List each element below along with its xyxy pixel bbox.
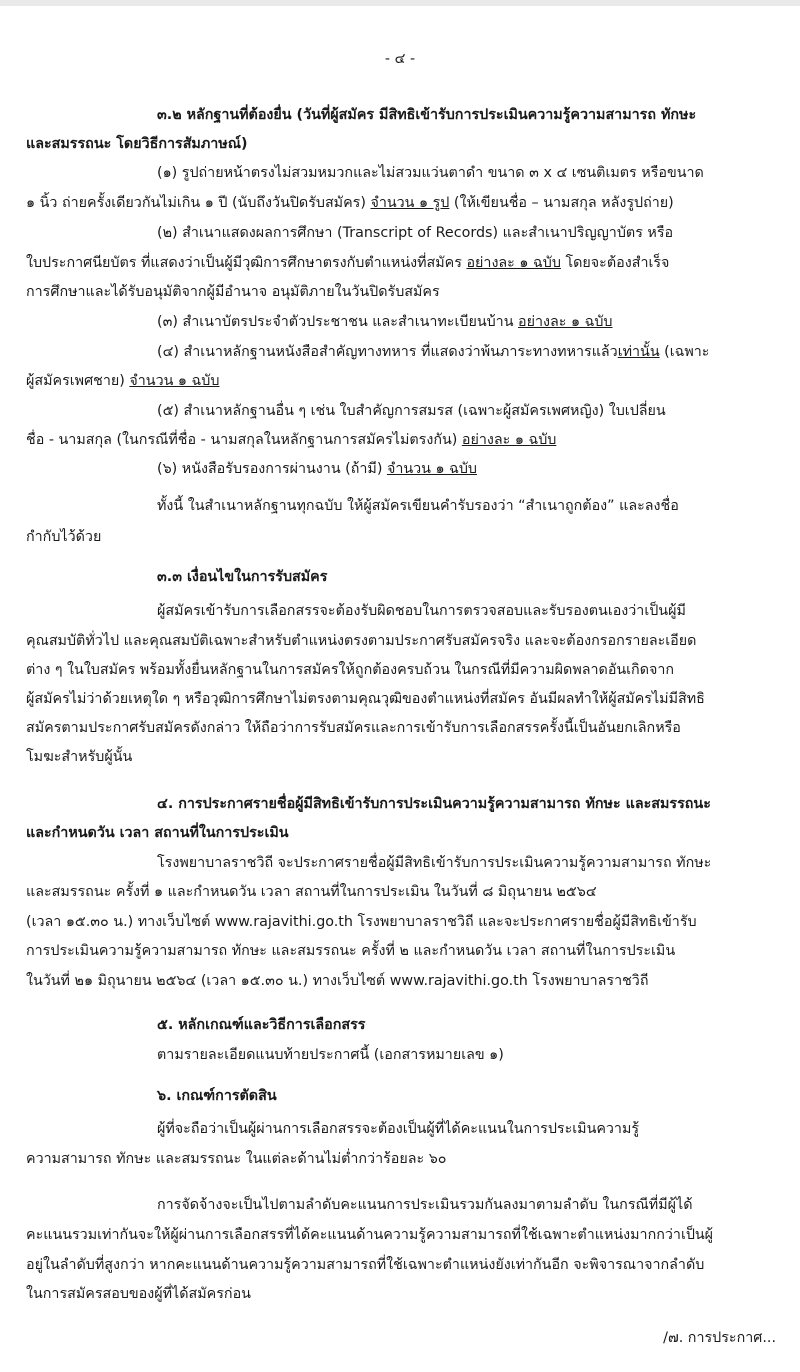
s33-line-4: ผู้สมัครไม่ว่าด้วยเหตุใด ๆ หรือวุฒิการศึกษาไม่ตรงตามคุณวุฒิของตำแหน่งที่สมัคร อันมีผลทำให้ผู้สมัครไม่มีสิทธิ <box>26 691 705 707</box>
section-6-title: ๖. เกณฑ์การตัดสิน <box>157 1088 277 1104</box>
s33-line-6: โมฆะสำหรับผู้นั้น <box>26 749 133 765</box>
note-line-2: กำกับไว้ด้วย <box>26 529 102 545</box>
s4-line-3: (เวลา ๑๕.๓๐ น.) ทางเว็บไซต์ www.rajavithi.go.th โรงพยาบาลราชวิถี และจะประกาศรายชื่อผู้มีสิทธิเข้ารับ <box>26 914 697 930</box>
s33-line-5: สมัครตามประกาศรับสมัครดังกล่าว ให้ถือว่าการรับสมัครและการเข้ารับการเลือกสรรครั้งนี้เป็นอันยกเลิกหรือ <box>26 720 681 736</box>
s33-line-2: คุณสมบัติทั่วไป และคุณสมบัติเฉพาะสำหรับตำแหน่งตรงตามประกาศรับสมัครจริง และจะต้องกรอกรายละเอียด <box>26 633 697 649</box>
s6-line-2: ความสามารถ ทักษะ และสมรรถนะ ในแต่ละด้านไม่ต่ำกว่าร้อยละ ๖๐ <box>26 1151 447 1167</box>
scan-edge <box>0 0 800 6</box>
s4-line-4: การประเมินความรู้ความสามารถ ทักษะ และสมรรถนะ ครั้งที่ ๒ และกำหนดวัน เวลา สถานที่ในการประเมิน <box>26 943 676 959</box>
s33-line-3: ต่าง ๆ ในใบสมัคร พร้อมทั้งยื่นหลักฐานในการสมัครให้ถูกต้องครบถ้วน ในกรณีที่มีความผิดพลาดอันเกิดจาก <box>26 662 675 678</box>
s6-para2-line-3: อยู่ในลำดับที่สูงกว่า หากคะแนนด้านความรู้ความสามารถที่ใช้เฉพาะตำแหน่งยังเท่ากันอีก จะพิจารณาจากลำดับ <box>26 1257 705 1273</box>
s33-line-1: ผู้สมัครเข้ารับการเลือกสรรจะต้องรับผิดชอบในการตรวจสอบและรับรองตนเองว่าเป็นผู้มี <box>157 603 686 619</box>
item-1-line-2: ๑ นิ้ว ถ่ายครั้งเดียวกันไม่เกิน ๑ ปี (นับถึงวันปิดรับสมัคร) จำนวน ๑ รูป (ให้เขียนชื่อ – นามสกุล หลังรูปถ่าย) <box>26 195 674 211</box>
item-5-line-1: (๕) สำเนาหลักฐานอื่น ๆ เช่น ใบสำคัญการสมรส (เฉพาะผู้สมัครเพศหญิง) ใบเปลี่ยน <box>157 403 666 419</box>
s6-line-1: ผู้ที่จะถือว่าเป็นผู้ผ่านการเลือกสรรจะต้องเป็นผู้ที่ได้คะแนนในการประเมินความรู้ <box>157 1121 640 1137</box>
item-1-line-1: (๑) รูปถ่ายหน้าตรงไม่สวมหมวกและไม่สวมแว่นตาดำ ขนาด ๓ x ๔ เซนติเมตร หรือขนาด <box>157 165 704 181</box>
s5-line-1: ตามรายละเอียดแนบท้ายประกาศนี้ (เอกสารหมายเลข ๑) <box>157 1047 504 1063</box>
item-2-line-3: การศึกษาและได้รับอนุมัติจากผู้มีอำนาจ อนุมัติภายในวันปิดรับสมัคร <box>26 284 440 300</box>
item-6: (๖) หนังสือรับรองการผ่านงาน (ถ้ามี) จำนวน ๑ ฉบับ <box>157 461 477 477</box>
s4-line-2: และสมรรถนะ ครั้งที่ ๑ และกำหนดวัน เวลา สถานที่ในการประเมิน ในวันที่ ๘ มิถุนายน ๒๕๖๔ <box>26 884 597 900</box>
item-4-line-1: (๔) สำเนาหลักฐานหนังสือสำคัญทางทหาร ที่แสดงว่าพ้นภาระทางทหารแล้วเท่านั้น (เฉพาะ <box>157 344 710 360</box>
s4-line-1: โรงพยาบาลราชวิถี จะประกาศรายชื่อผู้มีสิทธิเข้ารับการประเมินความรู้ความสามารถ ทักษะ <box>157 855 712 871</box>
item-2-line-1: (๒) สำเนาแสดงผลการศึกษา (Transcript of Records) และสำเนาปริญญาบัตร หรือ <box>157 225 674 241</box>
item-2-line-2: ใบประกาศนียบัตร ที่แสดงว่าเป็นผู้มีวุฒิการศึกษาตรงกับตำแหน่งที่สมัคร อย่างละ ๑ ฉบับ โดยจะต้องสำเร็จ <box>26 255 670 271</box>
section-3-2-title-cont: และสมรรถนะ โดยวิธีการสัมภาษณ์) <box>26 136 248 152</box>
s6-para2-line-2: คะแนนรวมเท่ากันจะให้ผู้ผ่านการเลือกสรรที่ได้คะแนนด้านความรู้ความสามารถที่ใช้เฉพาะตำแหน่งมากกว่าเป็นผู้ <box>26 1227 714 1243</box>
section-3-3-title: ๓.๓ เงื่อนไขในการรับสมัคร <box>157 569 328 585</box>
s6-para2-line-4: ในการสมัครสอบของผู้ที่ได้สมัครก่อน <box>26 1286 251 1302</box>
section-4-title: ๔. การประกาศรายชื่อผู้มีสิทธิเข้ารับการประเมินความรู้ความสามารถ ทักษะ และสมรรถนะ <box>157 796 711 812</box>
item-4-line-2: ผู้สมัครเพศชาย) จำนวน ๑ ฉบับ <box>26 373 220 389</box>
section-3-2-title: ๓.๒ หลักฐานที่ต้องยื่น (วันที่ผู้สมัคร มีสิทธิเข้ารับการประเมินความรู้ความสามารถ ทักษะ <box>157 107 697 123</box>
section-5-title: ๕. หลักเกณฑ์และวิธีการเลือกสรร <box>157 1017 366 1033</box>
note-line-1: ทั้งนี้ ในสำเนาหลักฐานทุกฉบับ ให้ผู้สมัครเขียนคำรับรองว่า “สำเนาถูกต้อง” และลงชื่อ <box>157 498 679 514</box>
item-3: (๓) สำเนาบัตรประจำตัวประชาชน และสำเนาทะเบียนบ้าน อย่างละ ๑ ฉบับ <box>157 314 613 330</box>
continuation-note: /๗. การประกาศ... <box>663 1330 776 1346</box>
item-5-line-2: ชื่อ - นามสกุล (ในกรณีที่ชื่อ - นามสกุลในหลักฐานการสมัครไม่ตรงกัน) อย่างละ ๑ ฉบับ <box>26 432 557 448</box>
s6-para2-line-1: การจัดจ้างจะเป็นไปตามลำดับคะแนนการประเมินรวมกันลงมาตามลำดับ ในกรณีที่มีผู้ได้ <box>157 1197 693 1213</box>
section-4-title-cont: และกำหนดวัน เวลา สถานที่ในการประเมิน <box>26 825 289 841</box>
page-number: - ๔ - <box>384 51 416 67</box>
s4-line-5: ในวันที่ ๒๑ มิถุนายน ๒๕๖๔ (เวลา ๑๕.๓๐ น.) ทางเว็บไซต์ www.rajavithi.go.th โรงพยาบาลราชวิถี <box>26 973 649 989</box>
